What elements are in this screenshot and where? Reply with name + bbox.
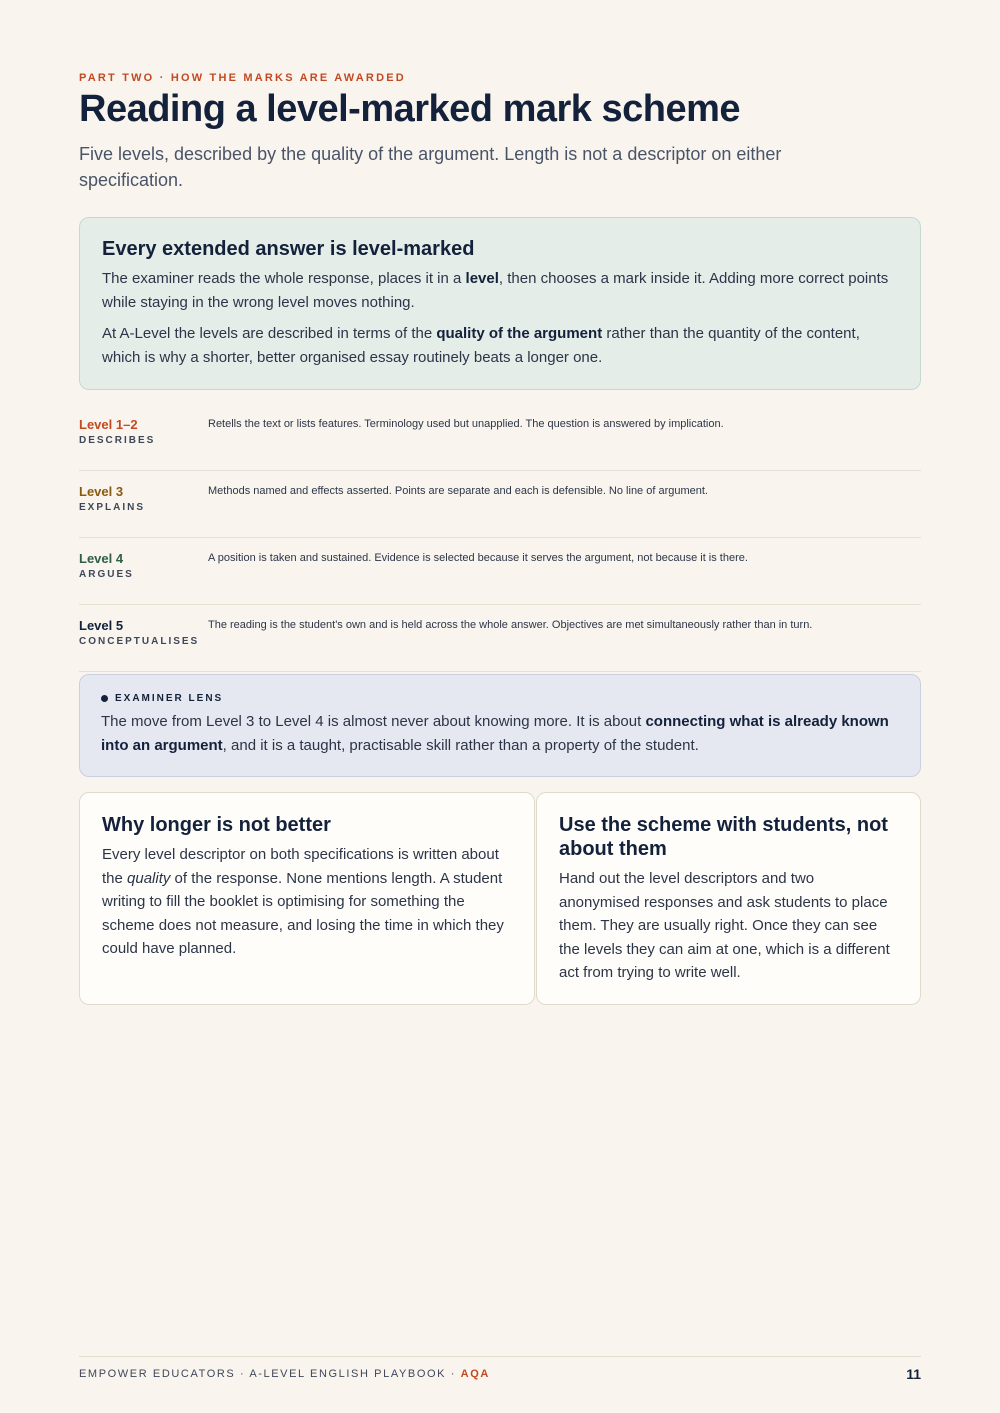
level-tag: CONCEPTUALISES xyxy=(79,636,200,647)
level-tag: ARGUES xyxy=(79,569,134,580)
callout-p1-bold: level xyxy=(465,270,499,287)
level-table xyxy=(79,405,921,672)
card-text-italic: quality xyxy=(127,869,171,887)
level-description: The reading is the student's own and is held across the whole answer. Objectives are met simultaneously rather than in turn. xyxy=(208,619,813,631)
card-why-longer xyxy=(79,792,535,1005)
card-heading: Why longer is not better xyxy=(102,814,331,836)
callout-p2-text-end: rather than the quantity of the content, which is why a shorter, better organised essay routinely beats a longer one. xyxy=(102,325,860,366)
callout-p1-text-end: , then chooses a mark inside it. Adding more correct points while staying in the wrong level moves nothing. xyxy=(102,270,889,311)
footer-board: AQA xyxy=(460,1368,490,1380)
card-text-end: of the response. None mentions length. A student writing to fill the booklet is optimising for something the scheme does not measure, and losing the time in which they could have planned. xyxy=(102,869,504,957)
examiner-lens-text xyxy=(101,710,899,758)
callout-heading: Every extended answer is level-marked xyxy=(102,238,475,260)
level-marked-callout xyxy=(79,217,921,390)
card-text: Hand out the level descriptors and two anonymised responses and ask students to place them. They are usually right. Once they can see the levels they can aim at one, which is a different act from trying to write well. xyxy=(559,870,890,981)
level-description: Retells the text or lists features. Terminology used but unapplied. The question is answered by implication. xyxy=(208,418,724,430)
bullet-dot-icon xyxy=(101,695,108,702)
level-description: A position is taken and sustained. Evidence is selected because it serves the argument, not because it is there. xyxy=(208,552,748,564)
page-subtitle: Five levels, described by the quality of the argument. Length is not a descriptor on either specification. xyxy=(79,144,782,190)
callout-p2-text: At A-Level the levels are described in terms of the xyxy=(102,325,437,342)
level-row-3 xyxy=(79,472,921,538)
footer-credit-text: EMPOWER EDUCATORS · A-LEVEL ENGLISH PLAYBOOK · xyxy=(79,1368,461,1380)
level-row-4 xyxy=(79,539,921,605)
footer-credit xyxy=(79,1368,490,1380)
page-title: Reading a level-marked mark scheme xyxy=(79,88,741,130)
card-text xyxy=(102,843,512,961)
examiner-lens-box xyxy=(79,674,921,777)
lens-text-start: The move from Level 3 to Level 4 is almost never about knowing more. It is about xyxy=(101,713,646,730)
level-description: Methods named and effects asserted. Points are separate and each is defensible. No line of argument. xyxy=(208,485,708,497)
lens-text-bold: connecting what is already known into an argument xyxy=(101,713,889,754)
level-tag: DESCRIBES xyxy=(79,435,156,446)
page-number: 11 xyxy=(906,1366,921,1382)
callout-paragraph-2 xyxy=(102,322,898,369)
section-kicker: PART TWO · HOW THE MARKS ARE AWARDED xyxy=(79,72,406,84)
level-name: Level 1–2 xyxy=(79,417,138,432)
callout-paragraph-1 xyxy=(102,267,898,314)
examiner-lens-label-text: EXAMINER LENS xyxy=(115,693,224,704)
callout-p1-text: The examiner reads the whole response, places it in a xyxy=(102,270,466,287)
lens-text-end: , and it is a taught, practisable skill rather than a property of the student. xyxy=(222,737,699,754)
level-name: Level 5 xyxy=(79,618,124,633)
card-heading: Use the scheme with students, not about them xyxy=(559,814,888,860)
level-row-1-2 xyxy=(79,405,921,471)
level-tag: EXPLAINS xyxy=(79,502,146,513)
level-name: Level 3 xyxy=(79,484,124,499)
callout-p2-bold: quality of the argument xyxy=(436,325,603,342)
page-footer xyxy=(79,1356,921,1382)
card-use-scheme xyxy=(536,792,921,1005)
card-text-start: Every level descriptor on both specifications is written about the xyxy=(102,846,499,887)
level-row-5 xyxy=(79,606,921,672)
examiner-lens-label xyxy=(101,693,899,704)
level-name: Level 4 xyxy=(79,551,124,566)
